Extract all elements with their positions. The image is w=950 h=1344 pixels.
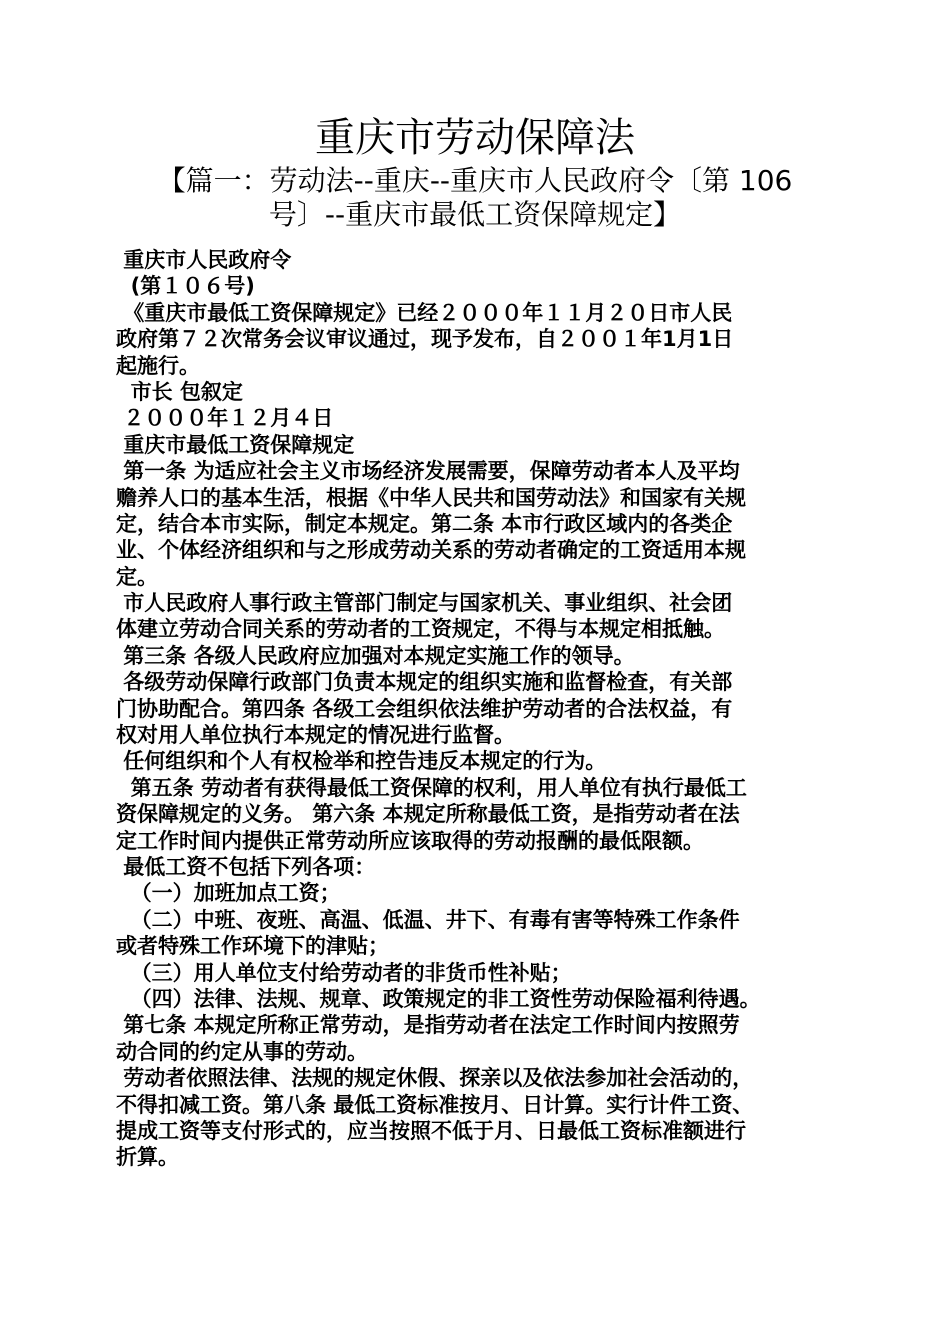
body-line: 起施行。 xyxy=(116,353,200,378)
body-line: 重庆市最低工资保障规定 xyxy=(116,432,355,457)
body-line: 政府第７２次常务会议审议通过，现予发布，自２００１年1月1日 xyxy=(116,327,734,352)
body-line: 门协助配合。第四条 各级工会组织依法维护劳动者的合法权益，有 xyxy=(116,696,733,721)
body-line: （三）用人单位支付给劳动者的非货币性补贴； xyxy=(116,960,572,985)
body-line: 定，结合本市实际，制定本规定。第二条 本市行政区域内的各类企 xyxy=(116,511,733,536)
body-line: 或者特殊工作环境下的津贴； xyxy=(116,934,389,959)
document-body xyxy=(116,247,836,1171)
body-line: （二）中班、夜班、高温、低温、井下、有毒有害等特殊工作条件 xyxy=(116,907,740,932)
body-line: 赡养人口的基本生活，根据《中华人民共和国劳动法》和国家有关规 xyxy=(116,485,746,510)
body-line: 动合同的约定从事的劳动。 xyxy=(116,1039,368,1064)
document-title: 重庆市劳动保障法 xyxy=(315,115,635,161)
body-line: 资保障规定的义务。 第六条 本规定所称最低工资，是指劳动者在法 xyxy=(116,802,740,827)
body-line: 各级劳动保障行政部门负责本规定的组织实施和监督检查，有关部 xyxy=(116,670,733,695)
body-line: ２０００年１２月４日 xyxy=(116,406,334,431)
subtitle-line-1: 【篇一：劳动法--重庆--重庆市人民政府令〔第 106 xyxy=(157,164,793,197)
body-line: 劳动者依照法律、法规的规定休假、探亲以及依法参加社会活动的， xyxy=(116,1066,754,1091)
body-line: 市长 包叙定 xyxy=(116,379,243,404)
body-line: 第一条 为适应社会主义市场经济发展需要，保障劳动者本人及平均 xyxy=(116,459,740,484)
subtitle-line-2: 号〕--重庆市最低工资保障规定】 xyxy=(268,198,682,231)
body-line: （一）加班加点工资； xyxy=(116,881,341,906)
body-line: 体建立劳动合同关系的劳动者的工资规定，不得与本规定相抵触。 xyxy=(116,617,725,642)
body-line: 定。 xyxy=(116,564,158,589)
body-line: 重庆市人民政府令 xyxy=(116,248,292,272)
body-line: 折算。 xyxy=(116,1145,179,1170)
body-line: 《重庆市最低工资保障规定》已经２０００年１１月２０日市人民 xyxy=(116,300,733,325)
body-line: 定工作时间内提供正常劳动所应该取得的劳动报酬的最低限额。 xyxy=(116,828,704,853)
document-subtitle xyxy=(140,164,810,232)
body-line: 第五条 劳动者有获得最低工资保障的权利，用人单位有执行最低工 xyxy=(116,775,747,800)
body-line: 第三条 各级人民政府应加强对本规定实施工作的领导。 xyxy=(116,643,635,668)
body-line: (第１０６号) xyxy=(116,274,255,299)
body-line: 提成工资等支付形式的，应当按照不低于月、日最低工资标准额进行 xyxy=(116,1118,746,1143)
body-line: 最低工资不包括下列各项： xyxy=(116,854,376,879)
body-line: 任何组织和个人有权检举和控告违反本规定的行为。 xyxy=(116,749,607,774)
body-line: 业、个体经济组织和与之形成劳动关系的劳动者确定的工资适用本规 xyxy=(116,538,746,563)
body-line: 权对用人单位执行本规定的情况进行监督。 xyxy=(116,723,515,748)
body-line: （四）法律、法规、规章、政策规定的非工资性劳动保险福利待遇。 xyxy=(116,986,761,1011)
body-line: 不得扣减工资。第八条 最低工资标准按月、日计算。实行计件工资、 xyxy=(116,1092,754,1117)
body-line: 市人民政府人事行政主管部门制定与国家机关、事业组织、社会团 xyxy=(116,591,733,616)
body-line: 第七条 本规定所称正常劳动，是指劳动者在法定工作时间内按照劳 xyxy=(116,1013,740,1038)
